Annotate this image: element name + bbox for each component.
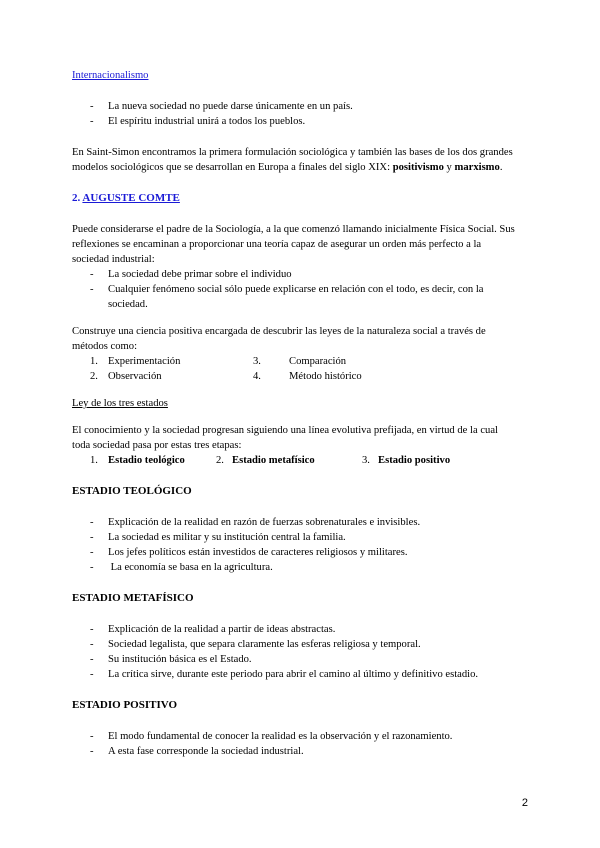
- paragraph-end: .: [499, 162, 503, 173]
- stage-label: Estadio teológico: [108, 455, 185, 466]
- list-item: [72, 515, 518, 530]
- dash-bullet: -: [90, 532, 94, 543]
- dash-bullet: -: [90, 517, 94, 528]
- list-item-text: La crítica sirve, durante este periodo para abrir el camino al último y definitivo estadio.: [108, 669, 479, 680]
- dash-bullet: -: [90, 101, 94, 112]
- list-item-text: Los jefes políticos están investidos de caracteres religiosos y militares.: [108, 547, 408, 558]
- law-heading: Ley de los tres estados: [72, 398, 168, 409]
- dash-bullet: -: [90, 547, 94, 558]
- list-item: [72, 652, 518, 667]
- list-item-text: Explicación de la realidad a partir de ideas abstractas.: [108, 624, 336, 635]
- list-item: [72, 530, 518, 545]
- method-number: 3.: [253, 356, 261, 367]
- list-item: [72, 667, 518, 682]
- comte-bullet-list: [72, 267, 518, 312]
- dash-bullet: -: [90, 269, 94, 280]
- dash-bullet: -: [90, 654, 94, 665]
- document-page: [72, 68, 518, 759]
- section-title-teologico: ESTADIO TEOLÓGICO: [72, 485, 192, 497]
- list-item-text: El modo fundamental de conocer la realidad es la observación y el razonamiento.: [108, 731, 453, 742]
- method-number: 2.: [90, 371, 98, 382]
- positivo-bullet-list: [72, 729, 518, 759]
- intro-bullet-list: [72, 99, 518, 129]
- stages-list: [72, 453, 518, 468]
- list-item: [72, 545, 518, 560]
- internacionalismo-link[interactable]: Internacionalismo: [72, 70, 149, 81]
- dash-bullet: -: [90, 116, 94, 127]
- list-item: [72, 267, 518, 282]
- dash-bullet: -: [90, 669, 94, 680]
- dash-bullet: -: [90, 731, 94, 742]
- list-item-text: La sociedad es militar y su institución central la familia.: [108, 532, 346, 543]
- section-title-positivo: ESTADIO POSITIVO: [72, 699, 178, 711]
- stage-number: 1.: [90, 455, 98, 466]
- internacionalismo-heading[interactable]: [72, 68, 518, 83]
- law-paragraph: El conocimiento y la sociedad progresan siguiendo una línea evolutiva prefijada, en virtud de la cual toda sociedad pasa por estas tres etapas:: [72, 425, 498, 451]
- stage-label: Estadio positivo: [378, 455, 451, 466]
- paragraph-conjunction: y: [443, 162, 455, 173]
- list-item: [72, 637, 518, 652]
- list-item: [72, 99, 518, 114]
- method-label: Método histórico: [289, 371, 362, 382]
- list-item-text: Sociedad legalista, que separa claramente las esferas religiosa y temporal.: [108, 639, 421, 650]
- method-label: Experimentación: [108, 356, 181, 367]
- metafisico-bullet-list: [72, 622, 518, 682]
- saint-simon-paragraph: [72, 145, 518, 175]
- method-label: Comparación: [289, 356, 347, 367]
- comte-paragraph: Puede considerarse el padre de la Sociología, a la que comenzó llamando inicialmente Física Social. Sus reflexiones se encaminan a proporcionar una teoría capaz de asegurar un orden más perfecto a la sociedad industrial:: [72, 224, 515, 265]
- list-item-text: La nueva sociedad no puede darse únicamente en un país.: [108, 101, 353, 112]
- stage-label: Estadio metafísico: [232, 455, 315, 466]
- section-title-comte: [72, 191, 518, 206]
- method-number: 1.: [90, 356, 98, 367]
- bold-marxismo: marxismo: [454, 162, 500, 173]
- paragraph-text: En Saint-Simon encontramos la primera formulación sociológica y también las bases de los dos grandes modelos sociológicos que se desarrollan en Europa a finales del siglo XIX:: [72, 147, 513, 173]
- science-paragraph: Construye una ciencia positiva encargada de descubrir las leyes de la naturaleza social a través de métodos como:: [72, 326, 486, 352]
- bold-positivismo: positivismo: [392, 162, 444, 173]
- list-item-text: El espíritu industrial unirá a todos los pueblos.: [108, 116, 306, 127]
- stage-number: 2.: [216, 455, 224, 466]
- section-title-metafisico: ESTADIO METAFÍSICO: [72, 592, 194, 604]
- list-item: [72, 744, 518, 759]
- stage-number: 3.: [362, 455, 370, 466]
- list-item: [72, 560, 518, 575]
- dash-bullet: -: [90, 562, 94, 573]
- method-number: 4.: [253, 371, 261, 382]
- dash-bullet: -: [90, 624, 94, 635]
- list-item: [72, 729, 518, 744]
- dash-bullet: -: [90, 284, 94, 295]
- list-item-text: La sociedad debe primar sobre el individuo: [108, 269, 292, 280]
- list-item: [72, 622, 518, 637]
- list-item-text: La economía se basa en la agricultura.: [108, 562, 273, 573]
- methods-list: [72, 354, 518, 384]
- page-number: 2: [521, 797, 528, 809]
- dash-bullet: -: [90, 639, 94, 650]
- section-title-text[interactable]: AUGUSTE COMTE: [82, 192, 180, 204]
- dash-bullet: -: [90, 746, 94, 757]
- list-item-text: A esta fase corresponde la sociedad industrial.: [108, 746, 304, 757]
- list-item-text: Su institución básica es el Estado.: [108, 654, 252, 665]
- teologico-bullet-list: [72, 515, 518, 575]
- list-item-text: Explicación de la realidad en razón de fuerzas sobrenaturales e invisibles.: [108, 517, 421, 528]
- section-number: 2.: [72, 192, 81, 204]
- list-item-text: Cualquier fenómeno social sólo puede explicarse en relación con el todo, es decir, con la sociedad.: [108, 284, 484, 310]
- list-item: [72, 282, 518, 312]
- list-item: [72, 114, 518, 129]
- method-label: Observación: [108, 371, 162, 382]
